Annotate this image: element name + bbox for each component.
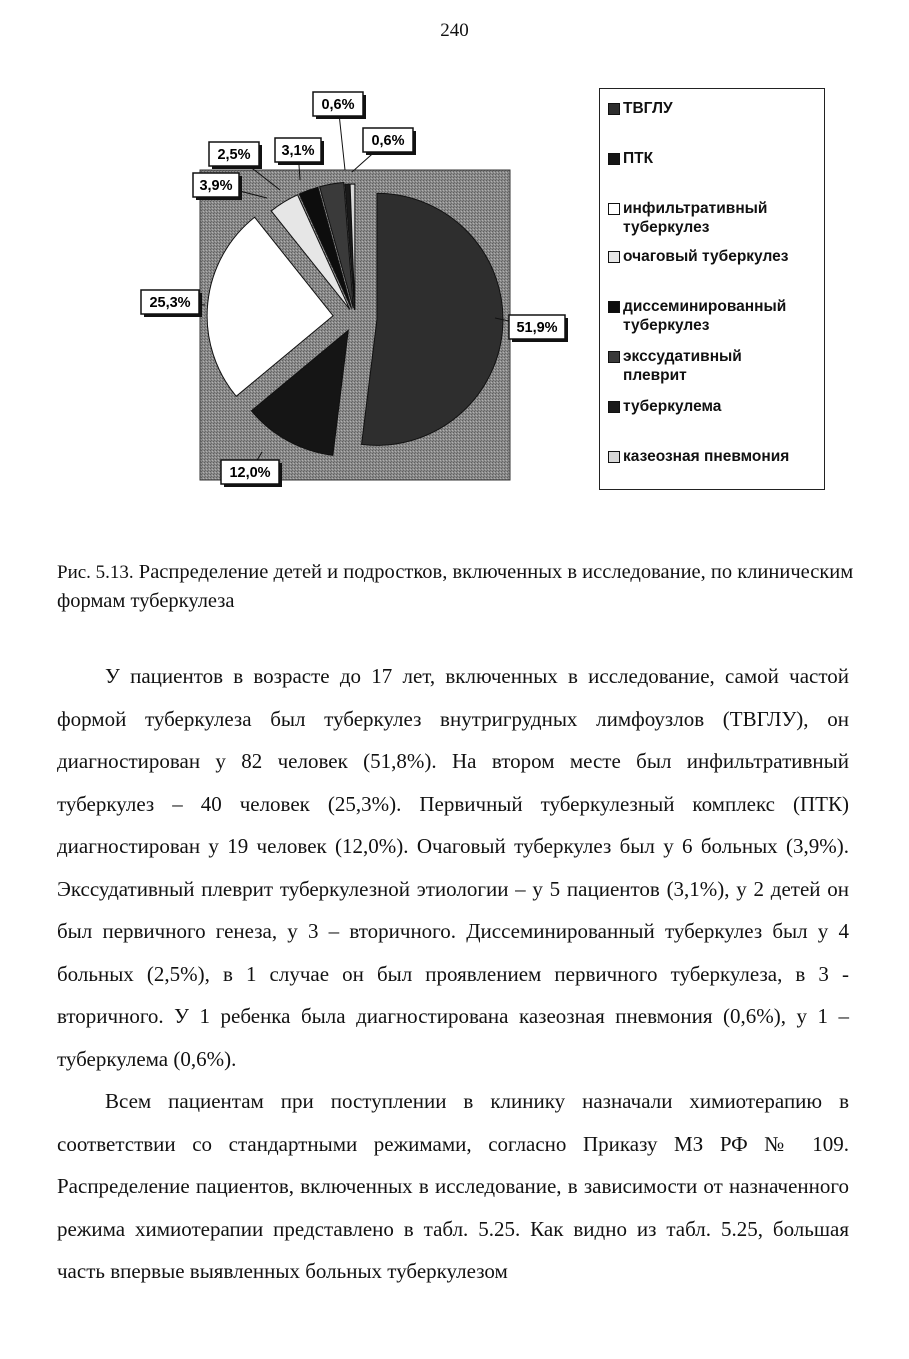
legend-label: туберкулема [623,398,722,415]
legend-label: диссеминированный туберкулез [623,298,787,334]
data-label-exudative-pleurisy [275,138,324,165]
paragraph-1: У пациентов в возрасте до 17 лет, включенных в исследование, самой частой формой туберкулеза был туберкулез внутригрудных лимфоузлов (ТВГЛУ), он диагностирован у 82 человек (51,8%). На втором месте был инфильтративный туберкулез – 40 человек (25,3%). Первичный туберкулезный комплекс (ПТК) диагностирован у 19 человек (12,0%). Очаговый туберкулез был у 6 больных (3,9%). Экссудативный плеврит туберкулезной этиологии – у 5 пациентов (3,1%), у 2 детей он был первичного генеза, у 3 – вторичного. Диссеминированный туберкулез был у 4 больных (2,5%), в 1 случае он был проявлением первичного туберкулеза, в 3 - вторичного. У 1 ребенка была диагностирована казеозная пневмония (0,6%), у 1 – туберкулема (0,6%). [57,664,849,1071]
legend-label: ПТК [623,150,654,167]
chart-legend [599,88,825,490]
data-label-text: 2,5% [217,147,251,163]
data-label-text: 0,6% [371,133,405,149]
legend-item-disseminated [608,297,822,335]
data-label-text: 25,3% [149,295,191,311]
body-text [57,655,849,1293]
legend-label: экссудативный плеврит [623,348,742,384]
figure-caption [57,558,857,616]
legend-item-focal [608,247,822,266]
legend-label: инфильтративный туберкулез [623,200,768,236]
paragraph-2: Всем пациентам при поступлении в клинику назначали химиотерапию в соответствии со стандартными режимами, согласно Приказу МЗ РФ № 109. Распределение пациентов, включенных в исследование, в зависимости от назначенного режима химиотерапии представлено в табл. 5.25. Как видно из табл. 5.25, большая часть впервые выявленных больных туберкулезом [57,1089,849,1283]
legend-label: казеозная пневмония [623,448,790,465]
data-label-text: 0,6% [321,97,355,113]
data-label-ptk [221,460,282,487]
legend-swatch [608,203,620,215]
legend-swatch [608,251,620,263]
data-label-tuberculoma [313,92,366,119]
legend-swatch [608,451,620,463]
legend-item-caseous-pneumonia [608,447,822,466]
data-label-text: 12,0% [229,465,271,481]
legend-swatch [608,153,620,165]
legend-swatch [608,351,620,363]
data-label-text: 3,9% [199,178,233,194]
legend-swatch [608,401,620,413]
legend-swatch [608,301,620,313]
data-label-text: 3,1% [281,143,315,159]
figure-caption-text: Распределение детей и подростков, включенных в исследование, по клиническим формам туберкулеза [57,561,854,612]
page-number: 240 [440,20,469,41]
legend-item-infiltrative [608,199,822,237]
data-label-text: 51,9% [516,320,558,336]
data-label-tvglu [509,315,568,342]
data-label-infiltrative [141,290,202,317]
legend-item-tvglu [608,99,822,118]
legend-label: ТВГЛУ [623,100,673,117]
data-label-disseminated [209,142,262,169]
legend-item-tuberculoma [608,397,822,416]
figure-caption-lead: Рис. 5.13. [57,562,134,583]
data-label-focal [193,173,242,200]
legend-label: очаговый туберкулез [623,248,789,265]
legend-item-ptk [608,149,822,168]
data-label-caseous-pneumonia [363,128,416,155]
legend-swatch [608,103,620,115]
legend-item-exudative-pleurisy [608,347,822,385]
